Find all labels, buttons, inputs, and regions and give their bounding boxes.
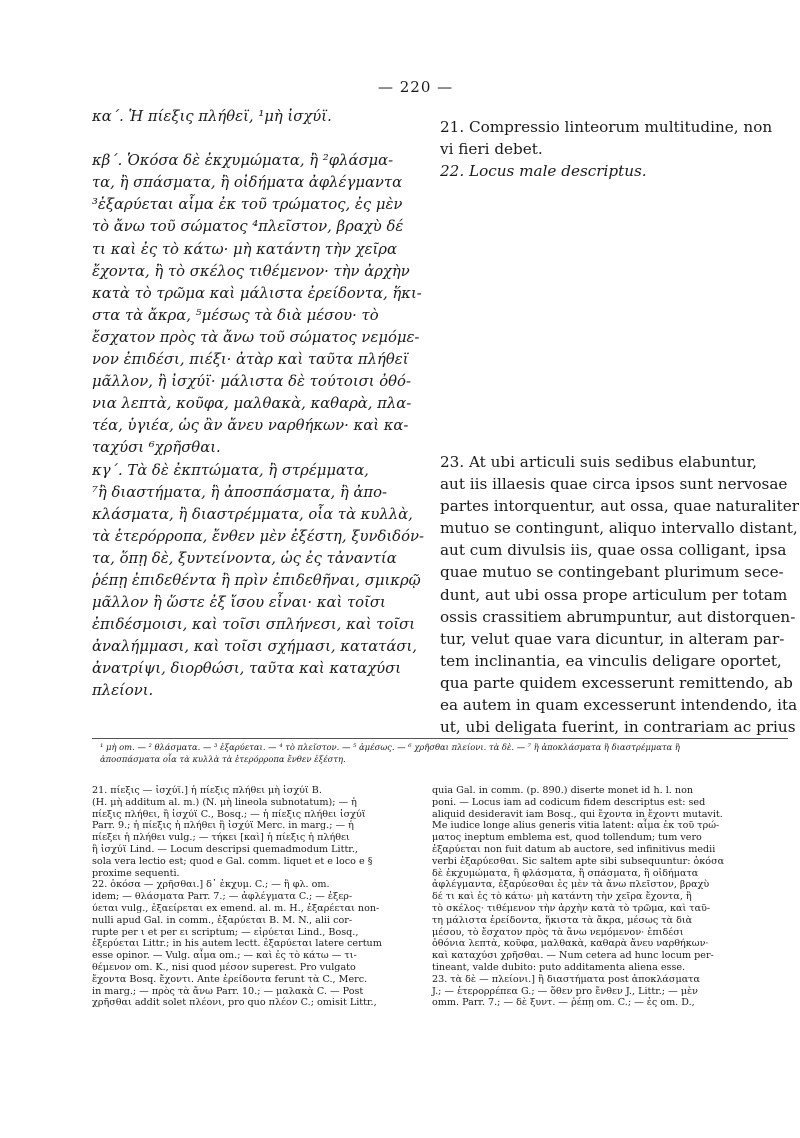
page-number: — 220 — <box>378 78 454 96</box>
greek-line: ³ἐξαρύεται αἷμα ἐκ τοῦ τρώματος, ἐς μὲν <box>92 196 403 214</box>
note-line: ἐξερύεται Littr.; in his autem lectt. ἐξαρύεται latere certum <box>92 938 382 950</box>
note-line: μέσου, τὸ ἔσχατον πρὸς τὰ ἄνω νεμόμενον· ἐπιδέσι <box>432 926 684 938</box>
note-line: ἔχοντα Bosq. ἔχοντι. Ante ἐρείδοντα ferunt τὰ C., Merc. <box>92 973 368 985</box>
latin-line: tur, velut quae vara dicuntur, in alteram par- <box>440 629 785 648</box>
latin-line: vi fieri debet. <box>440 140 543 159</box>
greek-line: κβ΄. Ὁκόσα δὲ ἐκχυμώματα, ἢ ²φλάσμα- <box>92 152 394 170</box>
greek-line: κα΄. Ἡ πίεξις πλήθεϊ, ¹μὴ ἰσχύϊ. <box>92 108 332 125</box>
footnote-line: ¹ μὴ om. — ² θλάσματα. — ³ ἐξαρύεται. — ⁴ τὸ πλεῖστον. — ⁵ ἀμέσως. — ⁶ χρῆσθαι πλείονι. τὰ δὲ. — ⁷ ἢ ἀποκλάσματα ἢ διαστρέμματα ἢ <box>100 742 680 752</box>
greek-line: ἀναλήμμασι, καὶ τοῖσι σχήμασι, κατατάσι, <box>92 638 417 656</box>
note-line: (H. μὴ additum al. m.) (N. μὴ lineola subnotatum); — ἡ <box>92 796 357 808</box>
note-line: esse opinor. — Vulg. αἷμα om.; — καὶ ἐς τὸ κάτω — τι- <box>92 950 357 962</box>
latin-line: 21. Compressio linteorum multitudine, non <box>440 118 773 136</box>
note-line: verbi ἐξαρύεσθαι. Sic saltem apte sibi subsequuntur: ὁκόσα <box>432 855 725 867</box>
note-line: 23. τὰ δὲ — πλείονι.] ἢ διαστήματα post ἀποκλάσματα <box>432 973 700 985</box>
greek-line: ⁷ἢ διαστήματα, ἢ ἀποσπάσματα, ἢ ἀπο- <box>92 483 388 501</box>
greek-line: τὰ ἑτερόρροπα, ἔνθεν μὲν ἐξέστη, ξυνδιδόν- <box>92 527 424 545</box>
note-line: τὸ σκέλος· τιθέμενον τὴν ἀρχὴν κατὰ τὸ τρῶμα, καὶ ταῦ- <box>432 902 711 914</box>
greek-line: τι καὶ ἐς τὸ κάτω· μὴ κατάντη τὴν χεῖρα <box>92 240 397 258</box>
greek-line: τὸ ἄνω τοῦ σώματος ⁴πλεῖστον, βραχὺ δέ <box>92 218 404 236</box>
note-line: Parr. 9.; ἡ πίεξις ἡ πλήθει ἢ ἰσχύϊ Merc. in marg.; — ἡ <box>92 820 354 832</box>
note-line: πίεξις πλήθει, ἢ ἰσχύϊ C., Bosq.; — ἡ πίεξις πλήθει ἰσχύϊ <box>92 808 366 820</box>
critical-notes-left <box>92 785 382 1009</box>
greek-line: μᾶλλον ἢ ὥστε ἐξ ἴσου εἶναι· καὶ τοῖσι <box>92 594 386 612</box>
latin-line: partes intorquentur, aut ossa, quae naturaliter <box>440 497 799 516</box>
note-line: ἐξαρύεται non fuit datum ab auctore, sed infinitivus medii <box>432 843 716 855</box>
greek-line: τα, ὅπῃ δὲ, ξυντείνοντα, ὡς ἐς τἀναντία <box>92 549 397 567</box>
note-line: omm. Parr. 7.; — δὲ ξυντ. — ῥέπῃ om. C.; — ἐς om. D., <box>432 997 695 1009</box>
note-line: ἀφλέγμαντα, ἐξαρύεσθαι ἐς μὲν τὰ ἄνω πλεῖστον, βραχὺ <box>432 879 710 891</box>
note-line: ἢ ἰσχύϊ Lind. — Locum descripsi quemadmodum Littr., <box>92 843 358 855</box>
latin-line: ossis crassitiem abrumpuntur, aut distorquen- <box>440 607 796 626</box>
note-line: J.; — ἑτερορρέπεα G.; — ὅθεν pro ἔνθεν J., Littr.; — μὲν <box>432 985 698 997</box>
latin-line: 23. At ubi articuli suis sedibus elabuntur, <box>440 453 757 471</box>
note-line: χρῆσθαι addit solet πλέονι, pro quo πλέον C.; omisit Littr., <box>92 997 377 1009</box>
note-line: rupte per ι et per ει scriptum; — εἰρύεται Lind., Bosq., <box>92 926 359 938</box>
latin-line: mutuo se contingunt, aliquo intervallo distant, <box>440 519 798 538</box>
note-line: 21. πίεξις — ἰσχύϊ.] ἡ πίεξις πλήθει μὴ ἰσχύϊ B. <box>92 785 322 796</box>
latin-line: quae mutuo se contingebant plurimum sece- <box>440 563 784 582</box>
greek-line: μᾶλλον, ἢ ἰσχύϊ· μάλιστα δὲ τούτοισι ὀθό- <box>92 373 411 391</box>
greek-text-column <box>92 106 424 703</box>
latin-line: qua parte quidem excesserunt remittendo, ab <box>440 673 793 692</box>
note-line: πίεξει ἡ πλήθει vulg.; — τήκει [καὶ] ἡ πίεξις ἡ πλήθει <box>92 832 350 844</box>
latin-line: aut cum divulsis iis, quae ossa colligant, ipsa <box>440 541 787 560</box>
footnote-line: ἀποσπάσματα οἷα τὰ κυλλὰ τὰ ἑτερόρροπα ἔνθεν ἐξέστη. <box>100 754 346 764</box>
note-line: tineant, valde dubito: puto additamenta aliena esse. <box>432 961 686 973</box>
greek-line: στα τὰ ἄκρα, ⁵μέσως τὰ διὰ μέσου· τὸ <box>92 306 379 324</box>
latin-line: aut iis illaesis quae circa ipsos sunt nervosae <box>440 475 788 494</box>
greek-line: ταχύσι ⁶χρῆσθαι. <box>92 439 221 457</box>
greek-line: νον ἐπιδέσι, πιέξι· ἀτὰρ καὶ ταῦτα πλήθεϊ <box>92 351 409 369</box>
latin-line: ut, ubi deligata fuerint, in contrariam ac prius <box>440 718 796 737</box>
note-line: quia Gal. in comm. (p. 890.) diserte monet id h. l. non <box>432 785 694 796</box>
greek-line: κατὰ τὸ τρῶμα καὶ μάλιστα ἐρείδοντα, ἥκι- <box>92 284 422 302</box>
greek-line: τα, ἢ σπάσματα, ἢ οἰδήματα ἀφλέγμαντα <box>92 174 403 192</box>
note-line: καὶ καταχύσι χρῆσθαι. — Num cetera ad hunc locum per- <box>432 950 714 962</box>
greek-line: πλείονι. <box>92 682 154 700</box>
note-line: ματος ineptum emblema est, quod tollendum; tum vero <box>432 832 702 844</box>
latin-line: ea autem in quam excesserunt intendendo, ita <box>440 696 798 715</box>
note-line: δὲ ἐκχυμώματα, ἢ φλάσματα, ἢ σπάσματα, ἢ οἰδήματα <box>432 867 699 879</box>
note-line: sola vera lectio est; quod e Gal. comm. liquet et e loco e § <box>92 855 373 867</box>
note-line: poni. — Locus iam ad codicum fidem descriptus est: sed <box>432 796 706 808</box>
greek-line: ἀνατρίψι, διορθώσι, ταῦτα καὶ καταχύσι <box>92 660 402 678</box>
greek-line: νια λεπτὰ, κοῦφα, μαλθακὰ, καθαρὰ, πλα- <box>92 395 412 413</box>
note-line: 22. ὁκόσα — χρῆσθαι.] δ᾽ ἐκχυμ. C.; — ἢ φλ. om. <box>92 879 330 891</box>
note-line: in marg.; — πρὸς τὰ ἄνω Parr. 10.; — μαλακὰ C. — Post <box>92 985 364 997</box>
greek-line: ῥέπῃ ἐπιδεθέντα ἢ πρὶν ἐπιδεθῆναι, σμικρῷ <box>92 571 421 589</box>
note-line: proxime sequenti. <box>92 867 180 879</box>
short-footnotes <box>100 741 680 765</box>
note-line: Me iudice longe alius generis vitia latent: αἷμα ἐκ τοῦ τρώ- <box>432 820 720 832</box>
greek-line: ἐπιδέσμοισι, καὶ τοῖσι σπλήνεσι, καὶ τοῖσι <box>92 616 416 634</box>
greek-line: ἔχοντα, ἢ τὸ σκέλος τιθέμενον· τὴν ἀρχὴν <box>92 262 410 280</box>
greek-line <box>92 128 424 150</box>
note-line: ὀθόνια λεπτὰ, κοῦφα, μαλθακὰ, καθαρὰ ἄνευ ναρθήκων· <box>432 938 709 950</box>
footnote-divider <box>92 738 788 739</box>
note-line: aliquid desideravit iam Bosq., qui ἔχοντα in ἔχοντι mutavit. <box>432 808 723 820</box>
note-line: θέμενον om. K., nisi quod μέσον superest. Pro vulgato <box>92 961 356 973</box>
latin-heading-block <box>440 116 772 182</box>
note-line: δέ τι καὶ ἐς τὸ κάτω· μὴ κατάντη τὴν χεῖρα ἔχοντα, ἢ <box>432 891 692 903</box>
note-line: idem; — θλάσματα Parr. 7.; — ἀφλέγματα C.; — ἐξερ- <box>92 891 353 903</box>
note-line: τη μάλιστα ἐρείδοντα, ἥκιστα τὰ ἄκρα, μέσως τὰ διὰ <box>432 914 693 926</box>
latin-line: 22. Locus male descriptus. <box>440 162 647 181</box>
greek-line: τέα, ὑγιέα, ὡς ἂν ἄνευ ναρθήκων· καὶ κα- <box>92 417 409 435</box>
latin-line: dunt, aut ubi ossa prope articulum per totam <box>440 585 788 604</box>
latin-translation-block <box>440 451 799 738</box>
latin-line: tem inclinantia, ea vinculis deligare oportet, <box>440 651 782 670</box>
greek-line: κγ΄. Τὰ δὲ ἐκπτώματα, ἢ στρέμματα, <box>92 461 369 479</box>
note-line: nulli apud Gal. in comm., ἐξαρύεται B. M. N., alii cor- <box>92 914 353 926</box>
critical-notes-right <box>432 785 724 1009</box>
greek-line: κλάσματα, ἢ διαστρέμματα, οἷα τὰ κυλλὰ, <box>92 505 413 523</box>
note-line: ύεται vulg., ἐξαείρεται ex emend. al. m. H., ἐξαρέεται non- <box>92 902 380 914</box>
greek-line: ἔσχατον πρὸς τὰ ἄνω τοῦ σώματος νεμόμε- <box>92 328 420 346</box>
